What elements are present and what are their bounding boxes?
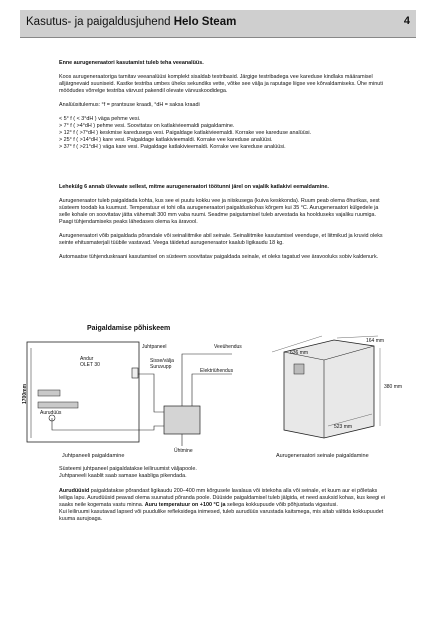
caption-left: Juhtpaneeli paigaldamine: [62, 453, 125, 459]
placement-section: [59, 184, 389, 261]
hardness-level: > 37° f ( >21°dH ) väga kare vesi. Paigaldage katlakivieemaldi. Korrake vee kareduse analüüsi.: [59, 144, 286, 150]
depth-dimension-label: 164 mm: [366, 338, 385, 344]
diagram-heading: Paigaldamise põhiskeem: [87, 325, 171, 332]
hardness-levels: [59, 116, 389, 151]
product-name: Helo Steam: [173, 16, 237, 28]
placement-heading: Lehekülg 6 annab ülevaate sellest, mitme aurugeneraatori töötunni järel on vajalik katlakivi eemaldamine.: [59, 184, 329, 190]
sensor-label: Andur: [80, 356, 94, 362]
nozzle-section: [59, 488, 389, 523]
manual-title: Kasutus- ja paigaldusjuhend Helo Steam: [26, 16, 237, 28]
placement-paragraph: Aurugeneraator tuleb paigaldada kohta, kus see ei puutu kokku vee ja niiskusega (kuiva keskkonda). Ruum peab olema õhurikas, sest süsteem toodab ka kuumust. Temperatuur ei tohi olla aurugeneraatori paigalduskohas kõrgem kui 35 °C. Aurugeneraatori külgedele ja selle kohale on soovitatav jätta vähemalt 300 mm vaba ruumi. Seadme paigutamisel tuleb arvestada ka hoolduseks vajaliku ruumiga. Paagi tühjendamiseks peaks lähedases olema ka äravool.: [59, 198, 380, 225]
caption-right: Aurugeneraatori seinale paigaldamine: [276, 453, 369, 459]
water-analysis-section: [59, 60, 389, 151]
steam-outlet-label: Aurudüüs: [40, 410, 62, 416]
page-header: [20, 10, 416, 38]
water-analysis-intro: Koos aurugeneraatoriga tarnitav veeanalüüsi komplekt sisaldab testribasid. Järgige testribadega vee kareduse kindlaks määramisel alljärgnevaid suuniseid. Kastke testriba umbes üheks sekundiks vette, võtke see välja ja raputage liigse vee kõrvaldamiseks. Ühe minuti möödudes võrrelge testriba värvust pakendil olevate värvuskoodidega.: [59, 74, 383, 94]
nozzle-paragraph: Aurudüüsid paigaldatakse põrandast ligikaudu 200–400 mm kõrgusele lavalaua või istekoha alla või seinale, et kuum aur ei põletaks leiliga lapu. Aurudüüsid peavad olema suunatud põranda poole. Düüside paigaldamisel tuleb jälgida, et need asuksid kohas, kus keegi ei saaks neile kogemata vastu minna. Auru temperatuur on +100 °C ja seliega kokkupuude võib põhjustada vigastusi.: [59, 488, 386, 508]
placement-paragraph: Aurugeneraatori võib paigaldada põrandale või seinaliitmike abil seinale. Seinaliitmike kasutamisel veenduge, et liitmikud ja kruvid oleks seinte ehitusmaterjali tüübile vastavad. Veega täidetud aurugeneraator kaalub ligikaudu 18 kg.: [59, 233, 383, 246]
hardness-level: > 12° f ( >7°dH ) keskmise karedusega vesi. Paigaldage katlakivieemaldi. Korrake vee kareduse analüüsi.: [59, 130, 312, 136]
analysis-units: Analüüsitulemus: °f = prantsuse kraadi, °dH = saksa kraadi: [59, 102, 200, 108]
panel-note-line: Juhtpaneeli kaablit saab samase kaabliga pikendada.: [59, 473, 187, 479]
hardness-level: < 5° f ( < 3°dH ) väga pehme vesi.: [59, 116, 141, 122]
control-panel-icon: [132, 368, 138, 378]
control-panel-label: Juhtpaneel: [142, 344, 167, 350]
water-supply-label: Veeühendus: [214, 344, 242, 350]
inner-dimension-label: 523 mm: [334, 424, 353, 430]
nozzle-lead: Aurudüüsid: [59, 488, 90, 494]
water-analysis-heading: Enne aurugeneraatori kasutamist tuleb teha veeanalüüs.: [59, 60, 204, 66]
panel-note-line: Süsteemi juhtpaneel paigaldatakse leiliruumist väljapoole.: [59, 466, 197, 472]
temperature-warning: Auru temperatuur on +100 °C ja: [144, 502, 226, 508]
installation-diagram: [22, 334, 403, 454]
width-dimension-label: 636 mm: [290, 350, 309, 356]
drain-label: Ühtmine: [174, 448, 193, 454]
height-label: 1700mm: [22, 383, 28, 404]
height-dimension-label: 380 mm: [384, 384, 403, 390]
page-number: 4: [403, 15, 410, 27]
placement-paragraph: Automaatse tühjenduskraani kasutamisel on süsteem soovitatav paigaldada seinale, et oleks tagatud vee äravooluks sobiv kaldenurk.: [59, 254, 379, 260]
generator-wall-mount-drawing: [272, 336, 380, 438]
push-button-label: Suruvupp: [150, 364, 172, 370]
nozzle-paragraph: Kui leiliruumi kasutavad lapsed või puudulike refleksidega inimesed, tuleb aurudüüs varustada kaitsmega, mis aitab vältida kokkupuudet kuuma aurujoaga.: [59, 509, 384, 522]
power-label: Elektriühendus: [200, 368, 234, 374]
in-out-label: Sisse/välja: [150, 358, 174, 364]
control-panel-note: [59, 466, 389, 480]
hardness-level: > 25° f ( >14°dH ) kare vesi. Paigaldage katlakivieemaldi. Korrake vee kareduse analüüsi.: [59, 137, 273, 143]
hardness-level: > 7° f ( >4°dH ) pehme vesi. Soovitatav on katlakivieemaldi paigaldamine.: [59, 123, 235, 129]
sensor-model-label: OLET 30: [80, 362, 100, 368]
